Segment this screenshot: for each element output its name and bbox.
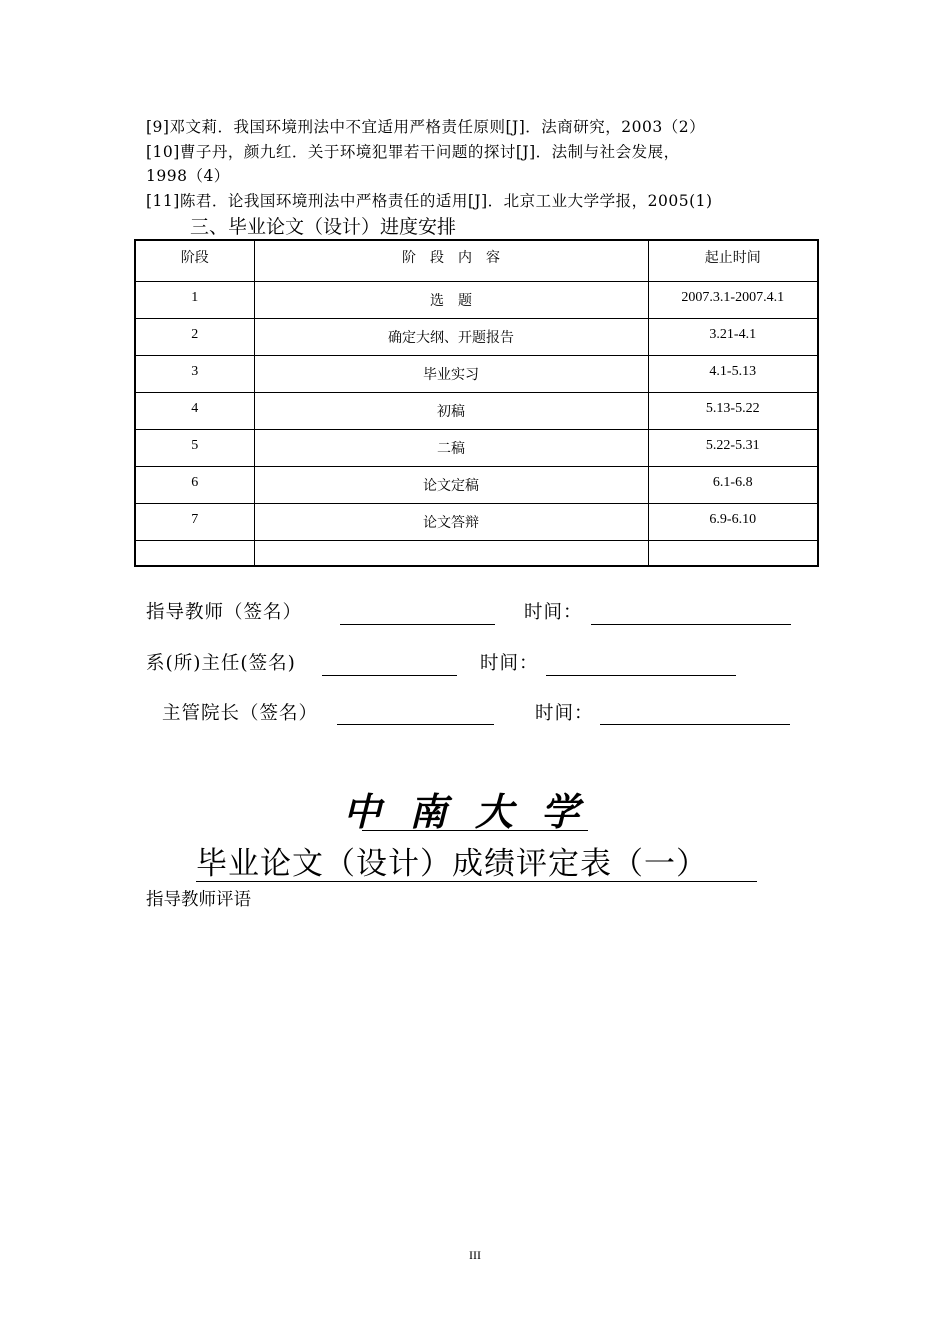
content-cell: 选 题 <box>254 281 648 318</box>
period-cell: 2007.3.1-2007.4.1 <box>648 281 818 318</box>
schedule-table <box>134 239 819 567</box>
dean-time-label: 时间： <box>535 703 594 724</box>
content-cell: 确定大纲、开题报告 <box>254 318 648 355</box>
department-head-time-blank[interactable] <box>546 675 736 676</box>
table-row <box>135 429 818 466</box>
advisor-signature-blank[interactable] <box>340 624 495 625</box>
content-cell: 毕业实习 <box>254 355 648 392</box>
dean-signature-blank[interactable] <box>337 724 494 725</box>
period-cell: 5.22-5.31 <box>648 429 818 466</box>
table-header-row <box>135 240 818 281</box>
advisor-comment-label: 指导教师评语 <box>146 890 251 910</box>
form-title: 毕业论文（设计）成绩评定表（一） <box>196 846 708 882</box>
header-content: 阶 段 内 容 <box>254 240 648 281</box>
table-row <box>135 281 818 318</box>
empty-cell <box>135 540 254 566</box>
reference-10: [10]曹子丹，颜九红．关于环境犯罪若干问题的探讨[J]．法制与社会发展， <box>146 143 680 161</box>
period-cell: 6.1-6.8 <box>648 466 818 503</box>
advisor-time-blank[interactable] <box>591 624 791 625</box>
period-cell: 6.9-6.10 <box>648 503 818 540</box>
content-cell: 二稿 <box>254 429 648 466</box>
stage-cell: 6 <box>135 466 254 503</box>
header-stage: 阶段 <box>135 240 254 281</box>
reference-11: [11]陈君．论我国环境刑法中严格责任的适用[J]．北京工业大学学报，2005(1) <box>146 192 713 210</box>
stage-cell: 7 <box>135 503 254 540</box>
form-title-underline <box>196 881 757 882</box>
empty-table-row <box>135 540 818 566</box>
stage-cell: 2 <box>135 318 254 355</box>
department-head-signature-label: 系(所)主任(签名) <box>146 653 296 674</box>
advisor-signature-label: 指导教师（签名） <box>146 602 303 623</box>
content-cell: 论文答辩 <box>254 503 648 540</box>
table-row <box>135 466 818 503</box>
page-number: III <box>469 1248 481 1262</box>
stage-cell: 5 <box>135 429 254 466</box>
dean-signature-label: 主管院长（签名） <box>162 703 319 724</box>
stage-cell: 3 <box>135 355 254 392</box>
header-period: 起止时间 <box>648 240 818 281</box>
table-row <box>135 392 818 429</box>
period-cell: 3.21-4.1 <box>648 318 818 355</box>
university-name: 中南大学 <box>342 789 607 834</box>
period-cell: 5.13-5.22 <box>648 392 818 429</box>
department-head-signature-blank[interactable] <box>322 675 457 676</box>
empty-cell <box>254 540 648 566</box>
period-cell: 4.1-5.13 <box>648 355 818 392</box>
stage-cell: 1 <box>135 281 254 318</box>
table-row <box>135 355 818 392</box>
reference-10-continued: 1998（4） <box>146 167 230 185</box>
advisor-time-label: 时间： <box>524 602 583 623</box>
dean-time-blank[interactable] <box>600 724 790 725</box>
table-row <box>135 503 818 540</box>
content-cell: 初稿 <box>254 392 648 429</box>
reference-9: [9]邓文莉．我国环境刑法中不宜适用严格责任原则[J]．法商研究，2003（2） <box>146 118 706 136</box>
content-cell: 论文定稿 <box>254 466 648 503</box>
stage-cell: 4 <box>135 392 254 429</box>
university-name-underline <box>362 830 588 831</box>
table-row <box>135 318 818 355</box>
section-title: 三、毕业论文（设计）进度安排 <box>190 216 457 238</box>
department-head-time-label: 时间： <box>480 653 539 674</box>
empty-cell <box>648 540 818 566</box>
